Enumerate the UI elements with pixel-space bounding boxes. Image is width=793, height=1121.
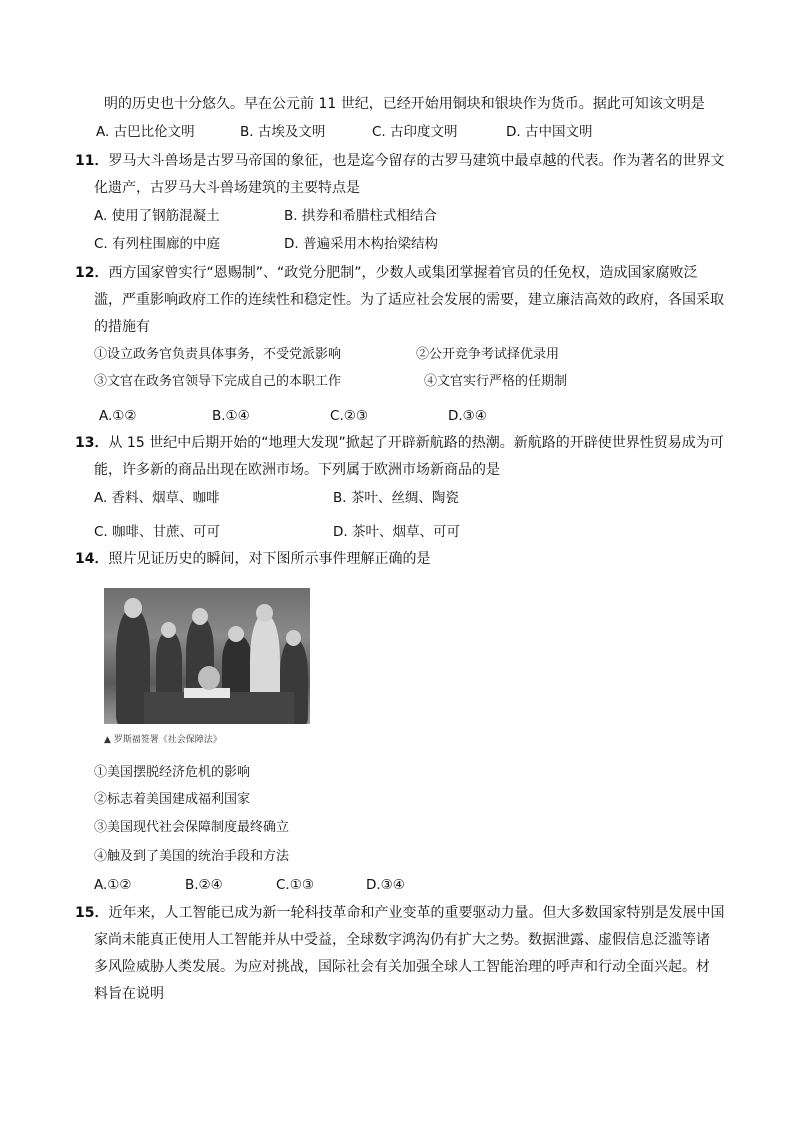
q12-stem-line1: 西方国家曾实行“恩赐制”、“政党分肥制”，少数人或集团掌握着官员的任免权，造成国家腐败泛 (108, 265, 698, 281)
q15-number: 15． (75, 905, 109, 921)
q14-option-b[interactable]: B.②④ (185, 877, 223, 893)
q14-option-a[interactable]: A.①② (94, 877, 132, 893)
q11-option-d[interactable]: D. 普遍采用木构抬梁结构 (284, 236, 438, 252)
q13-option-d[interactable]: D. 茶叶、烟草、可可 (333, 524, 460, 540)
photo-figure-head (161, 622, 176, 638)
q10-option-d[interactable]: D. 古中国文明 (506, 124, 593, 140)
q13-option-c[interactable]: C. 咖啡、甘蔗、可可 (94, 524, 221, 540)
q12-option-c[interactable]: C.②③ (330, 408, 368, 424)
q13-option-b[interactable]: B. 茶叶、丝绸、陶瓷 (333, 490, 459, 506)
q14-stem (75, 549, 430, 569)
q11-stem-line1: 罗马大斗兽场是古罗马帝国的象征，也是迄今留存的古罗马建筑中最卓越的代表。作为著名的世界文 (108, 153, 725, 169)
q14-option-d[interactable]: D.③④ (366, 877, 405, 893)
q14-item-3: ③美国现代社会保障制度最终确立 (94, 820, 290, 835)
photo-figure-head (198, 666, 220, 690)
q11-option-c[interactable]: C. 有列柱围廊的中庭 (94, 236, 221, 252)
q12-stem-line2: 滥，严重影响政府工作的连续性和稳定性。为了适应社会发展的需要，建立廉洁高效的政府，各国采取 (94, 292, 724, 308)
q14-item-4: ④触及到了美国的统治手段和方法 (94, 849, 290, 864)
q15-stem-line1: 近年来，人工智能已成为新一轮科技革命和产业变革的重要驱动力量。但大多数国家特别是发展中国 (108, 905, 725, 921)
q10-option-a[interactable]: A. 古巴比伦文明 (96, 124, 195, 140)
photo-figure-head (124, 598, 142, 618)
q12-option-b[interactable]: B.①④ (212, 408, 250, 424)
q14-item-1: ①美国摆脱经济危机的影响 (94, 765, 251, 780)
q14-stem-line1: 照片见证历史的瞬间，对下图所示事件理解正确的是 (108, 551, 431, 567)
q11-option-b[interactable]: B. 拱券和希腊柱式相结合 (284, 208, 437, 224)
q12-item-4: ④文官实行严格的任期制 (424, 374, 568, 389)
q12-item-2: ②公开竞争考试择优录用 (416, 347, 560, 362)
q12-stem-line3: 的措施有 (94, 319, 150, 335)
q12-item-3: ③文官在政务官领导下完成自己的本职工作 (94, 374, 342, 389)
q13-option-a[interactable]: A. 香料、烟草、咖啡 (94, 490, 220, 506)
q15-stem-line4: 料旨在说明 (94, 986, 164, 1002)
q13-stem-line1: 从 15 世纪中后期开始的“地理大发现”掀起了开辟新航路的热潮。新航路的开辟使世界性贸易成为可 (108, 435, 724, 451)
photo-figure-head (192, 608, 208, 625)
q11-stem (75, 151, 724, 171)
q11-number: 11． (75, 153, 109, 169)
q13-number: 13． (75, 435, 109, 451)
q12-option-a[interactable]: A.①② (99, 408, 137, 424)
q12-item-1: ①设立政务官负责具体事务，不受党派影响 (94, 347, 342, 362)
q11-option-a[interactable]: A. 使用了钢筋混凝土 (94, 208, 220, 224)
q14-item-2: ②标志着美国建成福利国家 (94, 792, 251, 807)
photo-figure-head (228, 626, 244, 642)
q14-number: 14． (75, 551, 109, 567)
historical-photo (104, 588, 310, 724)
photo-caption: ▲ 罗斯福签署《社会保障法》 (104, 735, 222, 745)
q10-option-c[interactable]: C. 古印度文明 (372, 124, 458, 140)
q13-stem (75, 433, 724, 453)
q11-stem-line2: 化遗产，古罗马大斗兽场建筑的主要特点是 (94, 180, 360, 196)
q15-stem-line3: 多风险威胁人类发展。为应对挑战，国际社会有关加强全球人工智能治理的呼声和行动全面兴起。材 (94, 959, 710, 975)
q12-option-d[interactable]: D.③④ (448, 408, 487, 424)
q12-stem (75, 263, 698, 283)
q15-stem-line2: 家尚未能真正使用人工智能并从中受益，全球数字鸿沟仍有扩大之势。数据泄露、虚假信息泛滥等诸 (94, 932, 710, 948)
photo-figure-head (256, 604, 273, 622)
q14-option-c[interactable]: C.①③ (276, 877, 314, 893)
q15-stem (75, 903, 724, 923)
photo-figure-head (286, 630, 301, 646)
q10-option-b[interactable]: B. 古埃及文明 (240, 124, 326, 140)
q10-stem-cont: 明的历史也十分悠久。早在公元前 11 世纪，已经开始用铜块和银块作为货币。据此可知该文明是 (104, 96, 705, 112)
q13-stem-line2: 能，许多新的商品出现在欧洲市场。下列属于欧洲市场新商品的是 (94, 462, 500, 478)
q12-number: 12． (75, 265, 109, 281)
